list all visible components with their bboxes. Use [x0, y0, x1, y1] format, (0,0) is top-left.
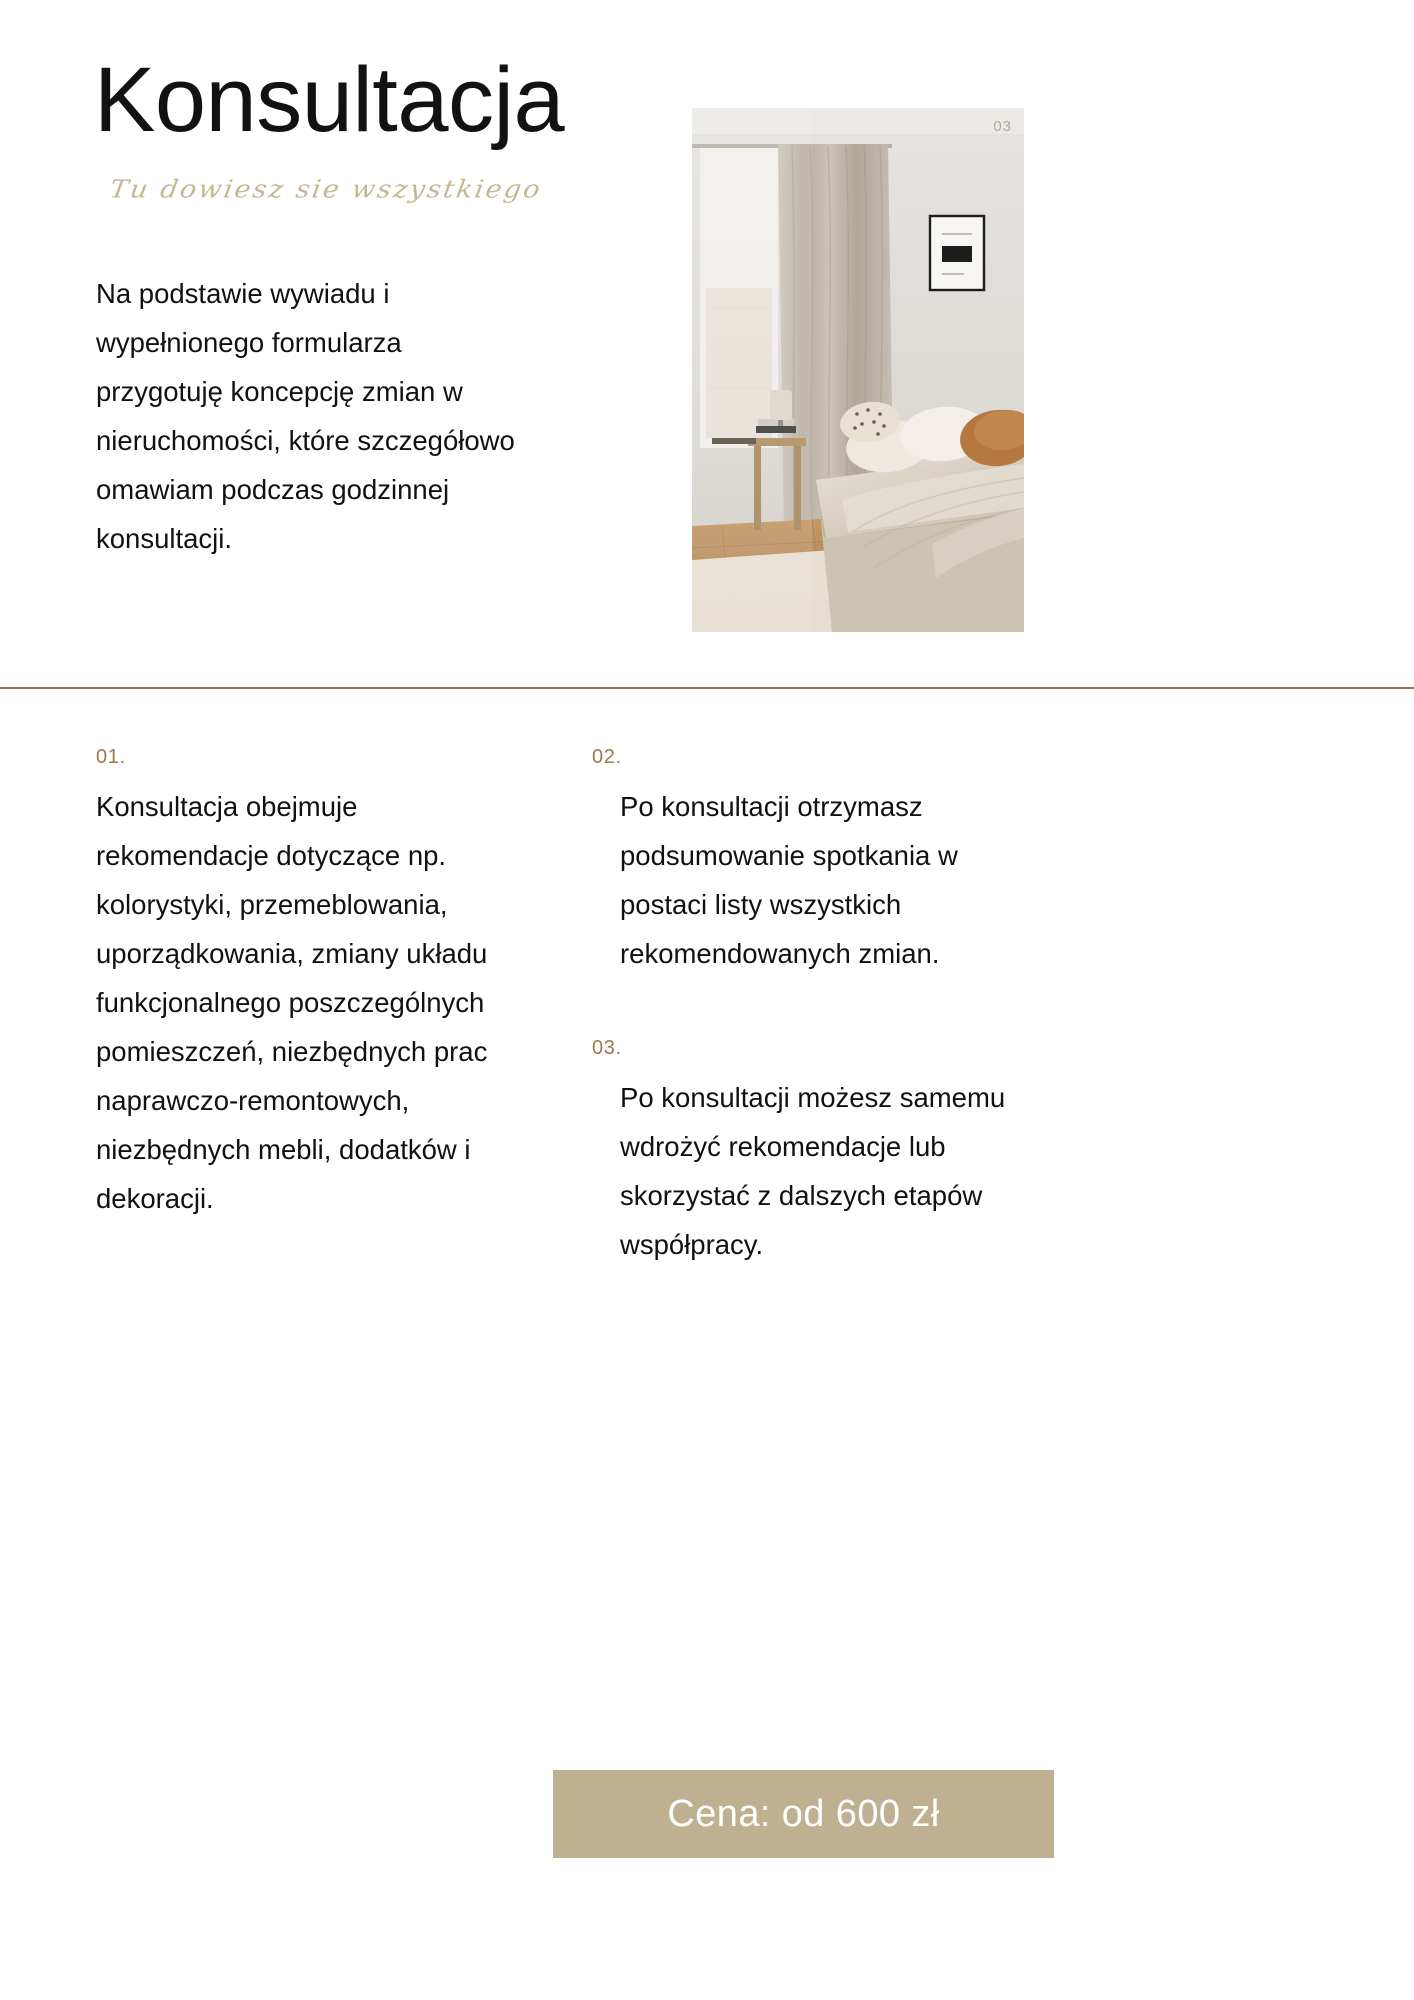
- detail-item-body: Po konsultacji możesz samemu wdrożyć rekomendacje lub skorzystać z dalszych etapów współpracy.: [620, 1081, 1006, 1260]
- detail-item-body: Konsultacja obejmuje rekomendacje dotyczące np. kolorystyki, przemeblowania, uporządkowania, zmiany układu funkcjonalnego poszczególnych pomieszczeń, niezbędnych prac naprawczo-remontowych, niezbędnych mebli, dodatków i dekoracji.: [96, 791, 488, 1214]
- bedroom-interior-photo: [692, 108, 1024, 632]
- price-banner-label: Cena: od 600 zł: [667, 1792, 940, 1835]
- hero-section: [0, 0, 1414, 688]
- price-banner: [553, 1770, 1054, 1858]
- details-column-left: [96, 746, 536, 1223]
- page-subtitle-script: Tu dowiesz sie wszystkiego: [107, 175, 545, 204]
- detail-item-number: 01.: [96, 746, 126, 768]
- detail-item-03: [592, 1037, 1032, 1270]
- detail-item-body: Po konsultacji otrzymasz podsumowanie spotkania w postaci listy wszystkich rekomendowanych zmian.: [620, 791, 958, 969]
- column-spacer: [592, 979, 1032, 1037]
- page-title: Konsultacja: [94, 49, 565, 151]
- detail-item-02: [592, 746, 1032, 979]
- details-column-right: [592, 746, 1032, 1270]
- image-number-badge: 03: [993, 118, 1012, 135]
- bedroom-photo-illustration: [692, 108, 1024, 632]
- detail-item-01: [96, 746, 536, 1223]
- intro-paragraph: Na podstawie wywiadu i wypełnionego formularza przygotuję koncepcję zmian w nieruchomości, które szczegółowo omawiam podczas godzinnej konsultacji.: [96, 278, 515, 554]
- detail-item-number: 03.: [592, 1036, 622, 1059]
- detail-item-number: 02.: [592, 746, 622, 768]
- details-section: [0, 688, 1414, 2000]
